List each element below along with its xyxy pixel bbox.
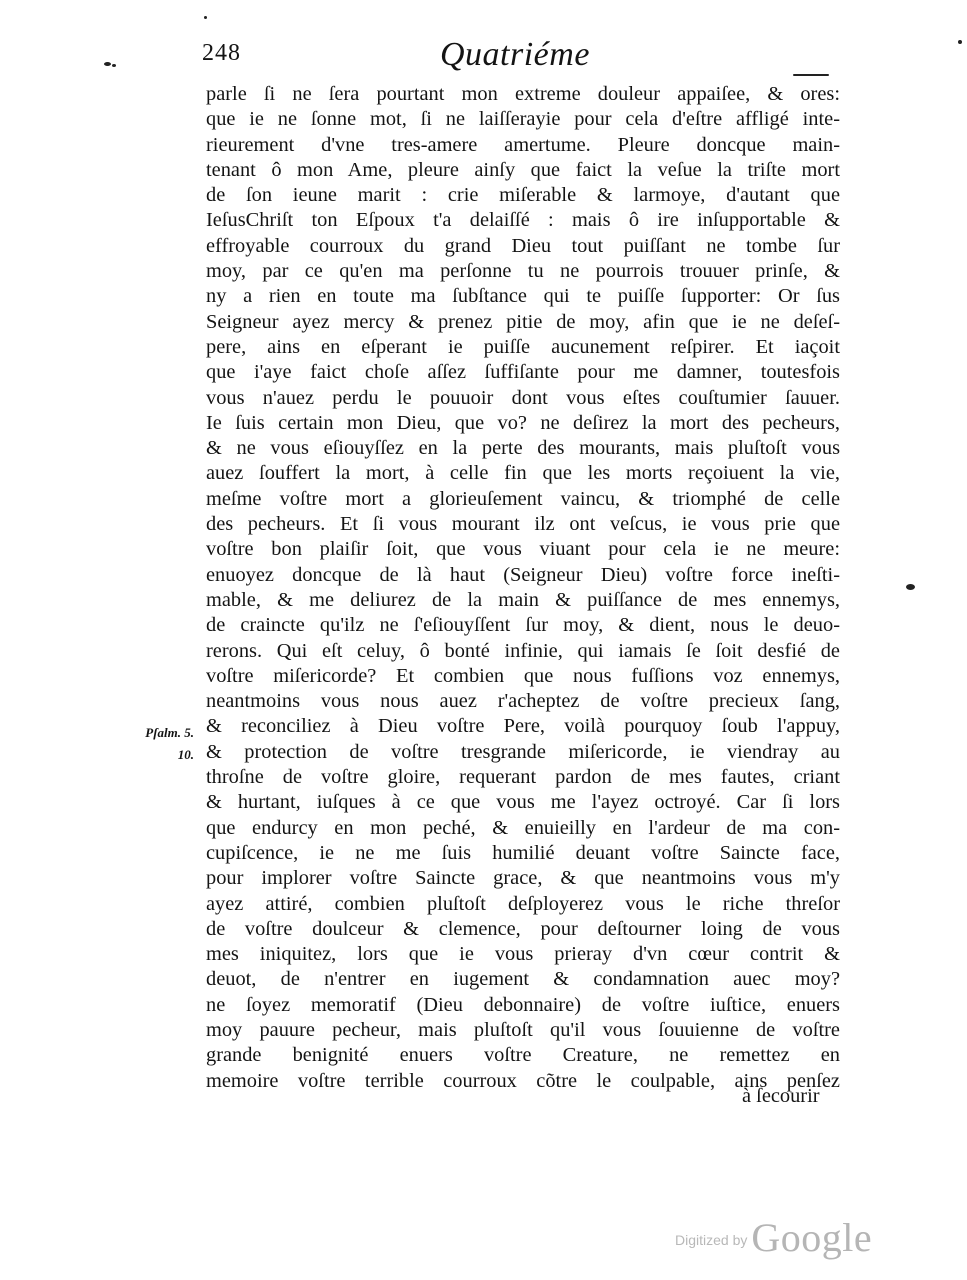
margin-citation-line: 10. — [177, 747, 194, 762]
text-line: cupiſcence, ie ne me ſuis humilié deuant voſtre Saincte face, — [206, 841, 840, 864]
digitized-watermark — [675, 1214, 872, 1261]
ink-speck — [906, 584, 915, 590]
text-line: de craincte qu'ilz ne ſ'eſiouyſſent ſur moy, & dient, nous le deuo- — [206, 614, 840, 637]
text-line: & ne vous eſiouyſſez en la perte des mourants, mais pluſtoſt vous — [206, 437, 840, 460]
text-line: pour implorer voſtre Saincte grace, & que neantmoins vous m'y — [206, 867, 840, 890]
text-line: auez ſouffert la mort, à celle fin que les morts reçoiuent la vie, — [206, 462, 840, 485]
text-line: IeſusChriſt ton Eſpoux t'a delaiſſé : mais ô ire inſupportable & — [206, 209, 840, 232]
text-line: rieurement d'vne tres-amere amertume. Pleure doncque main- — [206, 133, 840, 156]
text-line: effroyable courroux du grand Dieu tout puiſſant ne tombe ſur — [206, 234, 840, 257]
running-title: Quatriéme — [440, 36, 590, 73]
text-line: meſme voſtre mort a glorieuſement vaincu, & triomphé de celle — [206, 487, 840, 510]
text-line: throſne de voſtre gloire, requerant pardon de mes fautes, criant — [206, 766, 840, 789]
text-line: de ſon ieune marit : crie miſerable & larmoye, d'autant que — [206, 184, 840, 207]
text-line: deuot, de n'entrer en iugement & condamnation auec moy? — [206, 968, 840, 991]
text-line: mes iniquitez, lors que ie vous prieray d'vn cœur contrit & — [206, 943, 840, 966]
text-line: parle ſi ne ſera pourtant mon extreme douleur appaiſee, & ores: — [206, 83, 840, 105]
text-line: mable, & me deliurez de la main & puiſſance de mes ennemys, — [206, 588, 840, 611]
watermark-prefix: Digitized by — [675, 1232, 748, 1248]
text-line: des pecheurs. Et ſi vous mourant ilz ont veſcus, ie vous prie que — [206, 513, 840, 536]
text-line: voſtre miſericorde? Et combien que nous fuſſions voz ennemys, — [206, 664, 840, 687]
text-line: que i'aye faict choſe aſſez ſuffiſante pour me damner, toutesfois — [206, 361, 840, 384]
text-line: neantmoins vous nous auez r'acheptez de voſtre precieux ſang, — [206, 690, 840, 713]
text-line: moy, par ce qu'en ma perſonne tu ne pourrois trouuer prinſe, & — [206, 260, 840, 283]
text-line: ny a rien en toute ma ſubſtance qui te puiſſe ſupporter: Or ſus — [206, 285, 840, 308]
ink-speck — [104, 62, 111, 66]
text-line: & reconciliez à Dieu voſtre Pere, voilà pourquoy ſoub l'appuy, — [206, 715, 840, 738]
text-line: & hurtant, iuſques à ce que vous me l'ayez octroyé. Car ſi lors — [206, 791, 840, 814]
text-line: de voſtre doulceur & clemence, pour deſtourner loing de vous — [206, 917, 840, 940]
text-line: & protection de voſtre tresgrande miſericorde, ie viendray au — [206, 740, 840, 763]
catchword: à ſecourir — [742, 1085, 820, 1107]
text-line: vous n'auez perdu le pouuoir dont vous eſtes couſtumier ſauuer. — [206, 386, 840, 409]
text-line: que ie ne ſonne mot, ſi ne laiſſerayie pour cela d'eſtre affligé inte- — [206, 108, 840, 131]
text-line: enuoyez doncque de là haut (Seigneur Dieu) voſtre force ineſti- — [206, 563, 840, 586]
ink-speck — [958, 40, 962, 44]
text-line: ne ſoyez memoratif (Dieu debonnaire) de voſtre iuſtice, enuers — [206, 993, 840, 1016]
text-line: pere, ains en eſperant ie puiſſe aucunement reſpirer. Et iaçoit — [206, 335, 840, 358]
margin-citation-line: Pſalm. 5. — [145, 725, 194, 740]
google-logo: Google — [751, 1215, 873, 1260]
text-line: que endurcy en mon peché, & enuieilly en l'ardeur de ma con- — [206, 816, 840, 839]
text-line: Ie ſuis certain mon Dieu, que vo? ne deſirez la mort des pecheurs, — [206, 411, 840, 434]
ink-speck — [112, 64, 116, 67]
text-line: voſtre bon plaiſir ſoit, que vous viuant pour cela ie ne meure: — [206, 538, 840, 561]
page-number: 248 — [202, 40, 241, 66]
text-line: ayez attiré, combien pluſtoſt deſployerez vous le riche threſor — [206, 892, 840, 915]
body-text — [206, 82, 840, 1094]
ink-speck — [793, 74, 829, 76]
margin-citation — [116, 722, 194, 766]
text-line: memoire voſtre terrible courroux cõtre le coulpable, ains penſez — [206, 1069, 840, 1092]
text-line: grande benignité enuers voſtre Creature, ne remettez en — [206, 1044, 840, 1067]
text-line: rerons. Qui eſt celuy, ô bonté infinie, qui iamais ſe ſoit desfié de — [206, 639, 840, 662]
text-line: tenant ô mon Ame, pleure ainſy que faict la veſue la triſte mort — [206, 158, 840, 181]
ink-speck — [204, 16, 207, 19]
text-line: Seigneur ayez mercy & prenez pitie de moy, afin que ie ne deſeſ- — [206, 310, 840, 333]
text-line: moy pauure pecheur, mais pluſtoſt qu'il vous ſouuienne de voſtre — [206, 1018, 840, 1041]
